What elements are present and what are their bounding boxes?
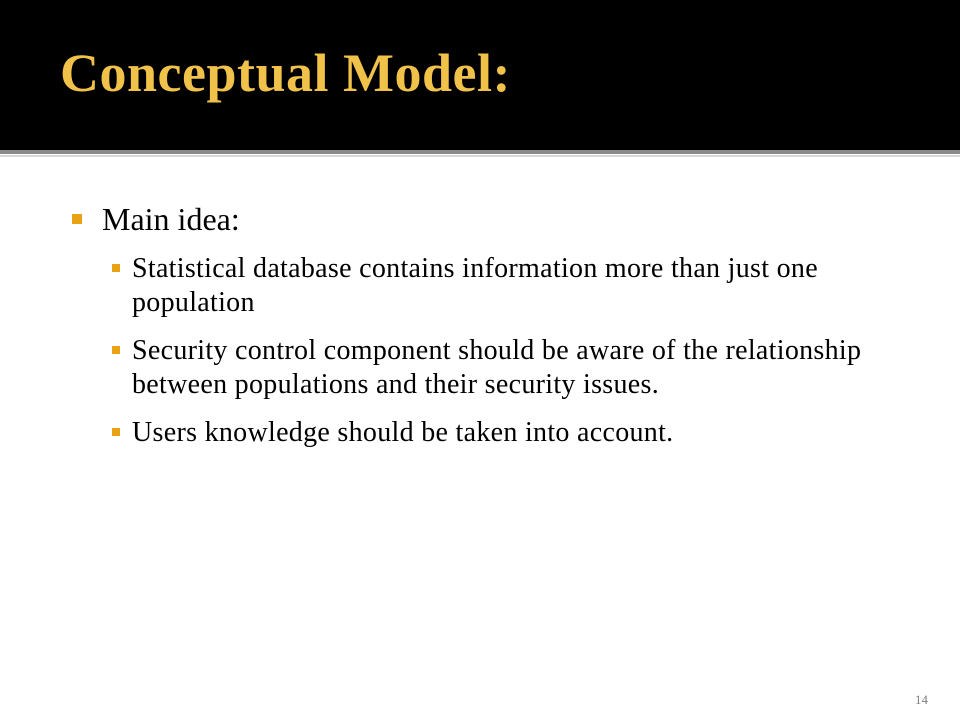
title-divider	[0, 150, 960, 154]
slide-body	[72, 200, 892, 464]
sub-bullet-text: Security control component should be aware of the relationship between populations and their security issues.	[132, 335, 862, 401]
square-bullet-icon	[112, 264, 120, 272]
title-bar	[0, 0, 960, 150]
sub-bullet-users-knowledge	[102, 416, 892, 450]
sub-bullet-text: Statistical database contains information more than just one population	[132, 253, 818, 319]
square-bullet-icon	[112, 428, 120, 436]
sub-bullet-security-control	[102, 334, 892, 402]
bullet-main-idea	[72, 200, 892, 238]
square-bullet-icon	[72, 214, 82, 224]
sub-bullet-statistical-database	[102, 252, 892, 320]
square-bullet-icon	[112, 346, 120, 354]
slide-number: 14	[915, 692, 928, 707]
title-divider-highlight	[0, 155, 960, 157]
sub-bullet-text: Users knowledge should be taken into account.	[132, 417, 674, 449]
slide-title: Conceptual Model:	[60, 43, 511, 103]
bullet-text: Main idea:	[102, 201, 240, 237]
